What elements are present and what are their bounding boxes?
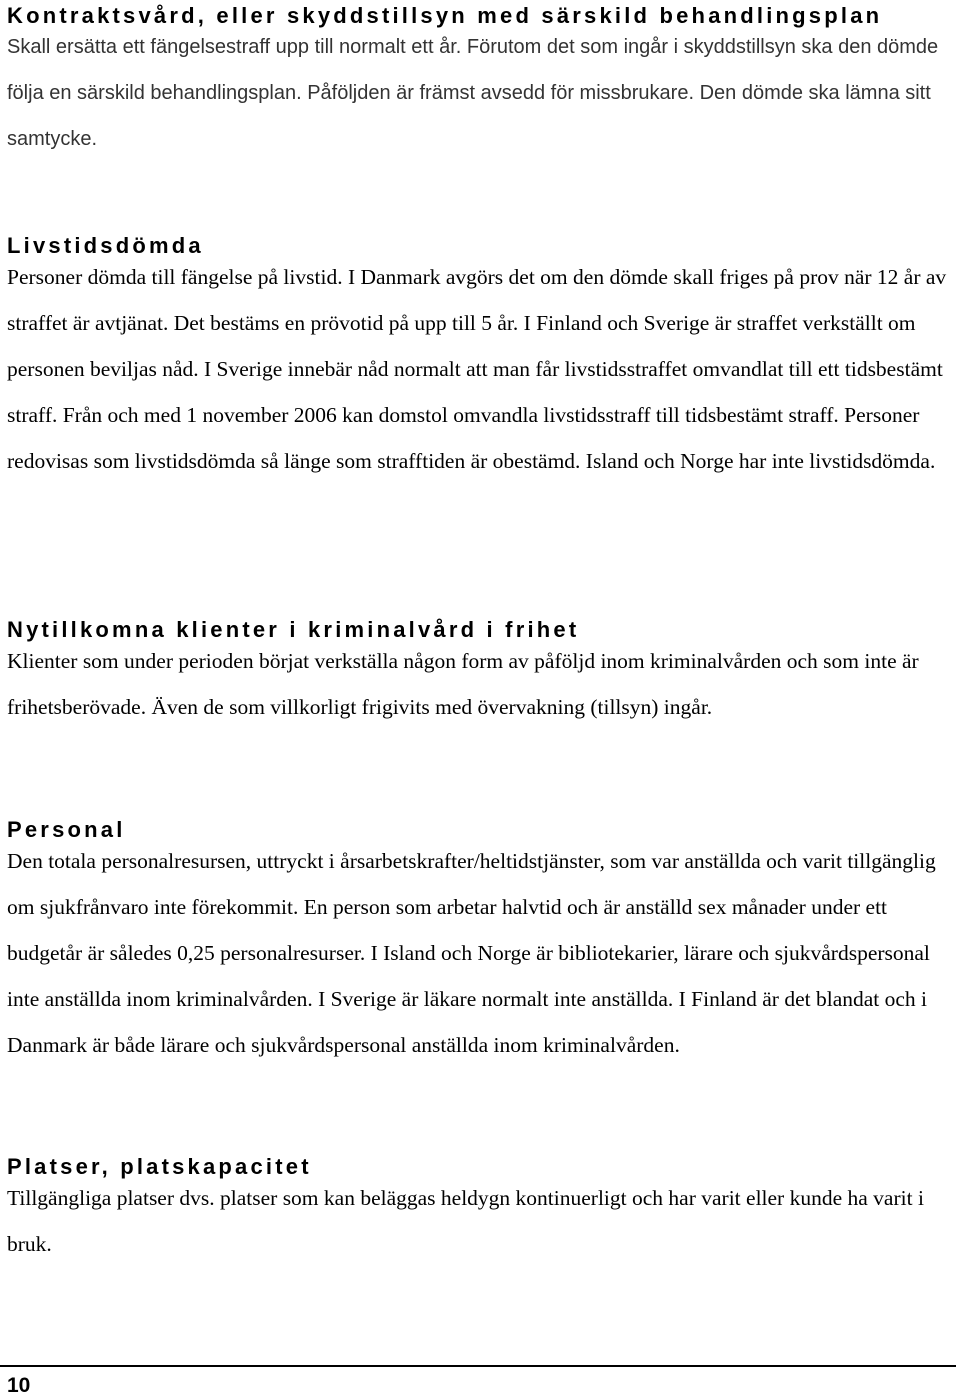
section-heading: Kontraktsvård, eller skyddstillsyn med särskild behandlingsplan [7,3,883,28]
section-livstidsdomda [7,230,955,491]
section-body: Klienter som under perioden börjat verkställa någon form av påföljd inom kriminalvården och som inte är frihetsberövade. Även de som villkorligt frigivits med övervakning (tillsyn) ingår. [7,649,919,719]
section-body: Personer dömda till fängelse på livstid. I Danmark avgörs det om den dömde skall friges på prov när 12 år av straffet är avtjänat. Det bestäms en prövotid på upp till 5 år. I Finland och Sverige är straffet verkställt om personen beviljas nåd. I Sverige innebär nåd normalt att man får livstidsstraffet omvandlat till ett tidsbestämt straff. Från och med 1 november 2006 kan domstol omvandla livstidsstraff till tidsbestämt straff. Personer redovisas som livstidsdömda så länge som strafftiden är obestämd. Island och Norge har inte livstidsdömda. [7,265,947,473]
section-kontraktsvard [7,0,955,169]
section-heading: Nytillkomna klienter i kriminalvård i frihet [7,617,580,642]
section-body: Skall ersätta ett fängelsestraff upp till normalt ett år. Förutom det som ingår i skyddstillsyn ska den dömde följa en särskild behandlingsplan. Påföljden är främst avsedd för missbrukare. Den dömde ska lämna sitt samtycke. [7,36,939,150]
section-personal [7,814,955,1075]
footer-rule [0,1365,956,1367]
page-number: 10 [7,1374,31,1397]
section-heading: Platser, platskapacitet [7,1154,312,1179]
section-nytillkomna-klienter [7,614,955,737]
section-body: Den totala personalresursen, uttryckt i årsarbetskrafter/heltidstjänster, som var anställda och varit tillgänglig om sjukfrånvaro inte förekommit. En person som arbetar halvtid och är anställd sex månader under ett budgetår är således 0,25 personalresurser. I Island och Norge är bibliotekarier, lärare och sjukvårdspersonal inte anställda inom kriminalvården. I Sverige är läkare normalt inte anställda. I Finland är det blandat och i Danmark är både lärare och sjukvårdspersonal anställda inom kriminalvården. [7,849,936,1057]
section-heading: Personal [7,817,126,842]
section-heading: Livstidsdömda [7,233,204,258]
section-body: Tillgängliga platser dvs. platser som kan beläggas heldygn kontinuerligt och har varit eller kunde ha varit i bruk. [7,1186,924,1256]
section-platser [7,1151,955,1274]
